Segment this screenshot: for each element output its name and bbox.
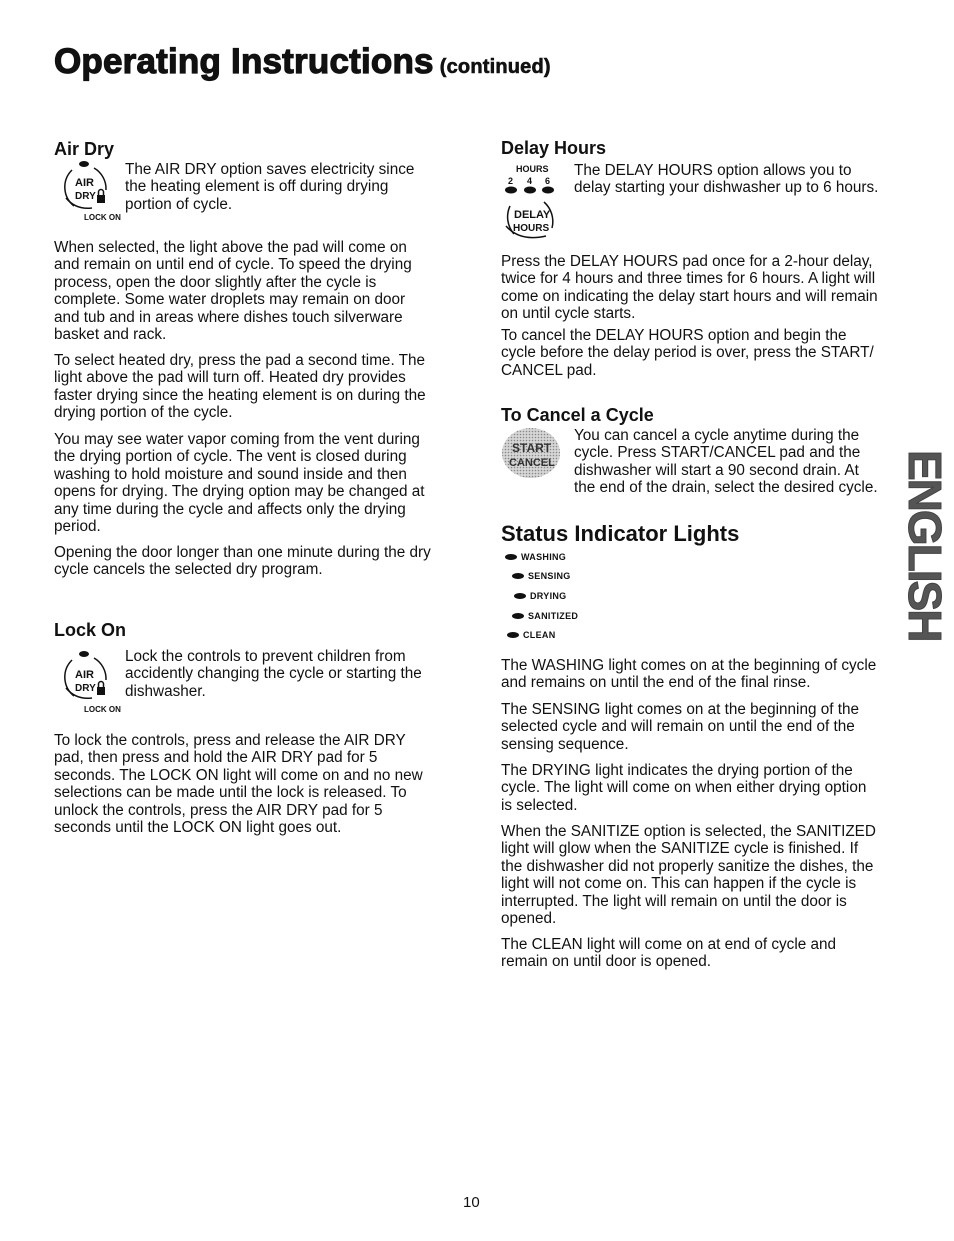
language-tab-label: ENGLISH xyxy=(899,450,951,641)
indicator-light-icon xyxy=(507,632,519,638)
text-line: washing to hold moisture and sound inside and then xyxy=(54,465,407,483)
text-line: light will not come on. This can happen if the cycle is xyxy=(501,875,857,893)
air-dry-pad-icon xyxy=(56,160,122,224)
delay-hours-paragraph-2 xyxy=(501,327,874,379)
air-dry-paragraph-4 xyxy=(54,544,431,579)
text-line: opens for drying. The drying option may be changed at xyxy=(54,483,425,501)
start-icon-label: START xyxy=(512,441,552,455)
status-paragraph-sanitized xyxy=(501,823,876,927)
text-line: Press the DELAY HOURS pad once for a 2-hour delay, xyxy=(501,253,873,270)
text-line: the end of the drain, select the desired cycle. xyxy=(574,479,878,497)
text-line: opened. xyxy=(501,910,557,928)
text-line: light will glow when the SANITIZE cycle is finished. If xyxy=(501,840,859,858)
page-title xyxy=(54,44,551,79)
text-line: When the SANITIZE option is selected, the SANITIZED xyxy=(501,823,876,840)
text-line: interrupted. The light will remain on until the door is xyxy=(501,892,847,910)
text-line: You can cancel a cycle anytime during the xyxy=(574,427,860,444)
text-line: sensing sequence. xyxy=(501,735,629,753)
delay-hours-number: 4 xyxy=(527,176,533,186)
status-item-drying xyxy=(514,591,566,601)
air-dry-icon-caption: LOCK ON xyxy=(84,213,121,222)
status-label: WASHING xyxy=(521,552,567,562)
text-line: Lock the controls to prevent children from xyxy=(125,648,406,665)
text-line: the dishwasher did not properly sanitize the dishes, the xyxy=(501,857,874,875)
delay-hours-intro xyxy=(574,162,878,197)
air-dry-intro xyxy=(125,161,414,213)
lock-on-paragraph xyxy=(54,732,423,836)
delay-hours-paragraph-1 xyxy=(501,253,878,323)
status-item-sensing xyxy=(512,571,571,581)
text-line: process, open the door slightly after the cycle is xyxy=(54,273,377,291)
indicator-light-icon xyxy=(514,593,526,599)
status-label: CLEAN xyxy=(523,630,556,640)
lock-on-pad-icon xyxy=(56,650,122,714)
cancel-cycle-heading: To Cancel a Cycle xyxy=(501,405,654,425)
status-paragraph-clean xyxy=(501,936,836,971)
status-paragraph-sensing xyxy=(501,701,859,753)
delay-icon-line1: DELAY xyxy=(514,209,551,221)
text-line: dishwasher. xyxy=(125,682,206,700)
text-line: cycle. Press START/CANCEL pad and the xyxy=(574,444,861,462)
indicator-light-icon xyxy=(512,613,524,619)
delay-icon-line2: HOURS xyxy=(513,223,550,234)
text-line: selections can be made until the lock is released. To xyxy=(54,784,407,802)
text-line: The WASHING light comes on at the beginning of cycle xyxy=(501,657,877,674)
start-cancel-pad-icon xyxy=(501,427,563,479)
lock-on-icon-line2: DRY xyxy=(75,683,96,694)
text-line: light above the pad will turn off. Heated dry provides xyxy=(54,369,406,387)
status-paragraph-washing xyxy=(501,657,876,692)
text-line: unlock the controls, press the AIR DRY pad for 5 xyxy=(54,801,383,819)
air-dry-paragraph-2 xyxy=(54,352,426,422)
status-item-washing xyxy=(505,552,566,562)
text-line: selected cycle and will remain on until the end of the xyxy=(501,718,855,736)
text-line: cycle. The light will come on when either drying option xyxy=(501,779,867,797)
air-dry-paragraph-1 xyxy=(54,239,412,343)
air-dry-icon-line2: DRY xyxy=(75,191,96,202)
air-dry-intro-line: portion of cycle. xyxy=(125,195,233,213)
title-text: Operating Instructions xyxy=(54,42,434,81)
air-dry-heading: Air Dry xyxy=(54,139,115,159)
cancel-cycle-intro xyxy=(574,427,878,497)
text-line: remain on until door is opened. xyxy=(501,953,712,971)
lock-on-heading: Lock On xyxy=(54,620,127,640)
text-line: and tub and in areas where dishes touch silverware xyxy=(54,308,403,326)
text-line: accidently changing the cycle or starting the xyxy=(125,665,422,683)
text-line: seconds until the LOCK ON light goes out. xyxy=(54,819,342,837)
text-line: come on indicating the delay start hours and will remain xyxy=(501,287,878,305)
title-continued: (continued) xyxy=(439,56,551,78)
text-line: drying portion of the cycle. xyxy=(54,404,233,422)
lock-on-icon-caption: LOCK ON xyxy=(84,705,121,714)
text-line: The DRYING light indicates the drying portion of the xyxy=(501,762,853,779)
delay-hours-label: HOURS xyxy=(516,164,549,174)
text-line: delay starting your dishwasher up to 6 hours. xyxy=(574,179,879,197)
text-line: CANCEL pad. xyxy=(501,361,597,379)
cancel-icon-label: CANCEL xyxy=(509,457,555,469)
delay-hours-pad-icon xyxy=(500,160,564,242)
air-dry-intro-line: the heating element is off during drying xyxy=(125,178,389,196)
status-label: SANITIZED xyxy=(528,611,579,621)
delay-hours-heading: Delay Hours xyxy=(501,138,607,158)
text-line: is selected. xyxy=(501,796,578,814)
indicator-light-icon xyxy=(512,573,524,579)
text-line: period. xyxy=(54,518,101,536)
text-line: The CLEAN light will come on at end of cycle and xyxy=(501,936,837,953)
text-line: To cancel the DELAY HOURS option and begin the xyxy=(501,327,847,344)
text-line: cycle before the delay period is over, press the START/ xyxy=(501,344,874,362)
text-line: To lock the controls, press and release the AIR DRY xyxy=(54,732,406,749)
air-dry-icon-line1: AIR xyxy=(75,177,94,189)
text-line: on until cycle starts. xyxy=(501,305,636,323)
text-line: complete. Some water droplets may remain on door xyxy=(54,291,406,309)
text-line: twice for 4 hours and three times for 6 hours. A light will xyxy=(501,270,876,288)
text-line: pad, then press and hold the AIR DRY pad for 5 xyxy=(54,749,378,767)
status-item-clean xyxy=(507,630,556,640)
delay-hours-number: 6 xyxy=(545,176,551,186)
status-item-sanitized xyxy=(512,611,578,621)
text-line: When selected, the light above the pad will come on xyxy=(54,239,407,256)
status-paragraph-drying xyxy=(501,762,866,814)
text-line: dishwasher will start a 90 second drain. At xyxy=(574,461,859,479)
page-number: 10 xyxy=(463,1194,480,1211)
text-line: faster drying since the heating element is on during the xyxy=(54,386,426,404)
text-line: You may see water vapor coming from the vent during xyxy=(54,431,420,448)
status-lights-heading: Status Indicator Lights xyxy=(501,521,740,546)
text-line: the drying portion of cycle. The vent is closed during xyxy=(54,448,407,466)
air-dry-intro-line: The AIR DRY option saves electricity since xyxy=(125,161,415,178)
text-line: The SENSING light comes on at the beginning of the xyxy=(501,701,859,718)
text-line: any time during the cycle and affects only the drying xyxy=(54,500,406,518)
lock-on-intro xyxy=(125,648,422,700)
text-line: The DELAY HOURS option allows you to xyxy=(574,162,852,179)
text-line: Opening the door longer than one minute during the dry xyxy=(54,544,431,561)
status-label: SENSING xyxy=(528,571,571,581)
status-label: DRYING xyxy=(530,591,567,601)
air-dry-paragraph-3 xyxy=(54,431,424,535)
text-line: and remains on until the end of the final rinse. xyxy=(501,674,811,692)
lock-on-icon-line1: AIR xyxy=(75,669,94,681)
text-line: and remain on until end of cycle. To speed the drying xyxy=(54,256,412,274)
text-line: basket and rack. xyxy=(54,326,167,344)
indicator-light-icon xyxy=(505,554,517,560)
delay-hours-number: 2 xyxy=(508,176,514,186)
text-line: seconds. The LOCK ON light will come on and no new xyxy=(54,766,423,784)
text-line: To select heated dry, press the pad a second time. The xyxy=(54,352,426,369)
text-line: cycle cancels the selected dry program. xyxy=(54,561,323,579)
